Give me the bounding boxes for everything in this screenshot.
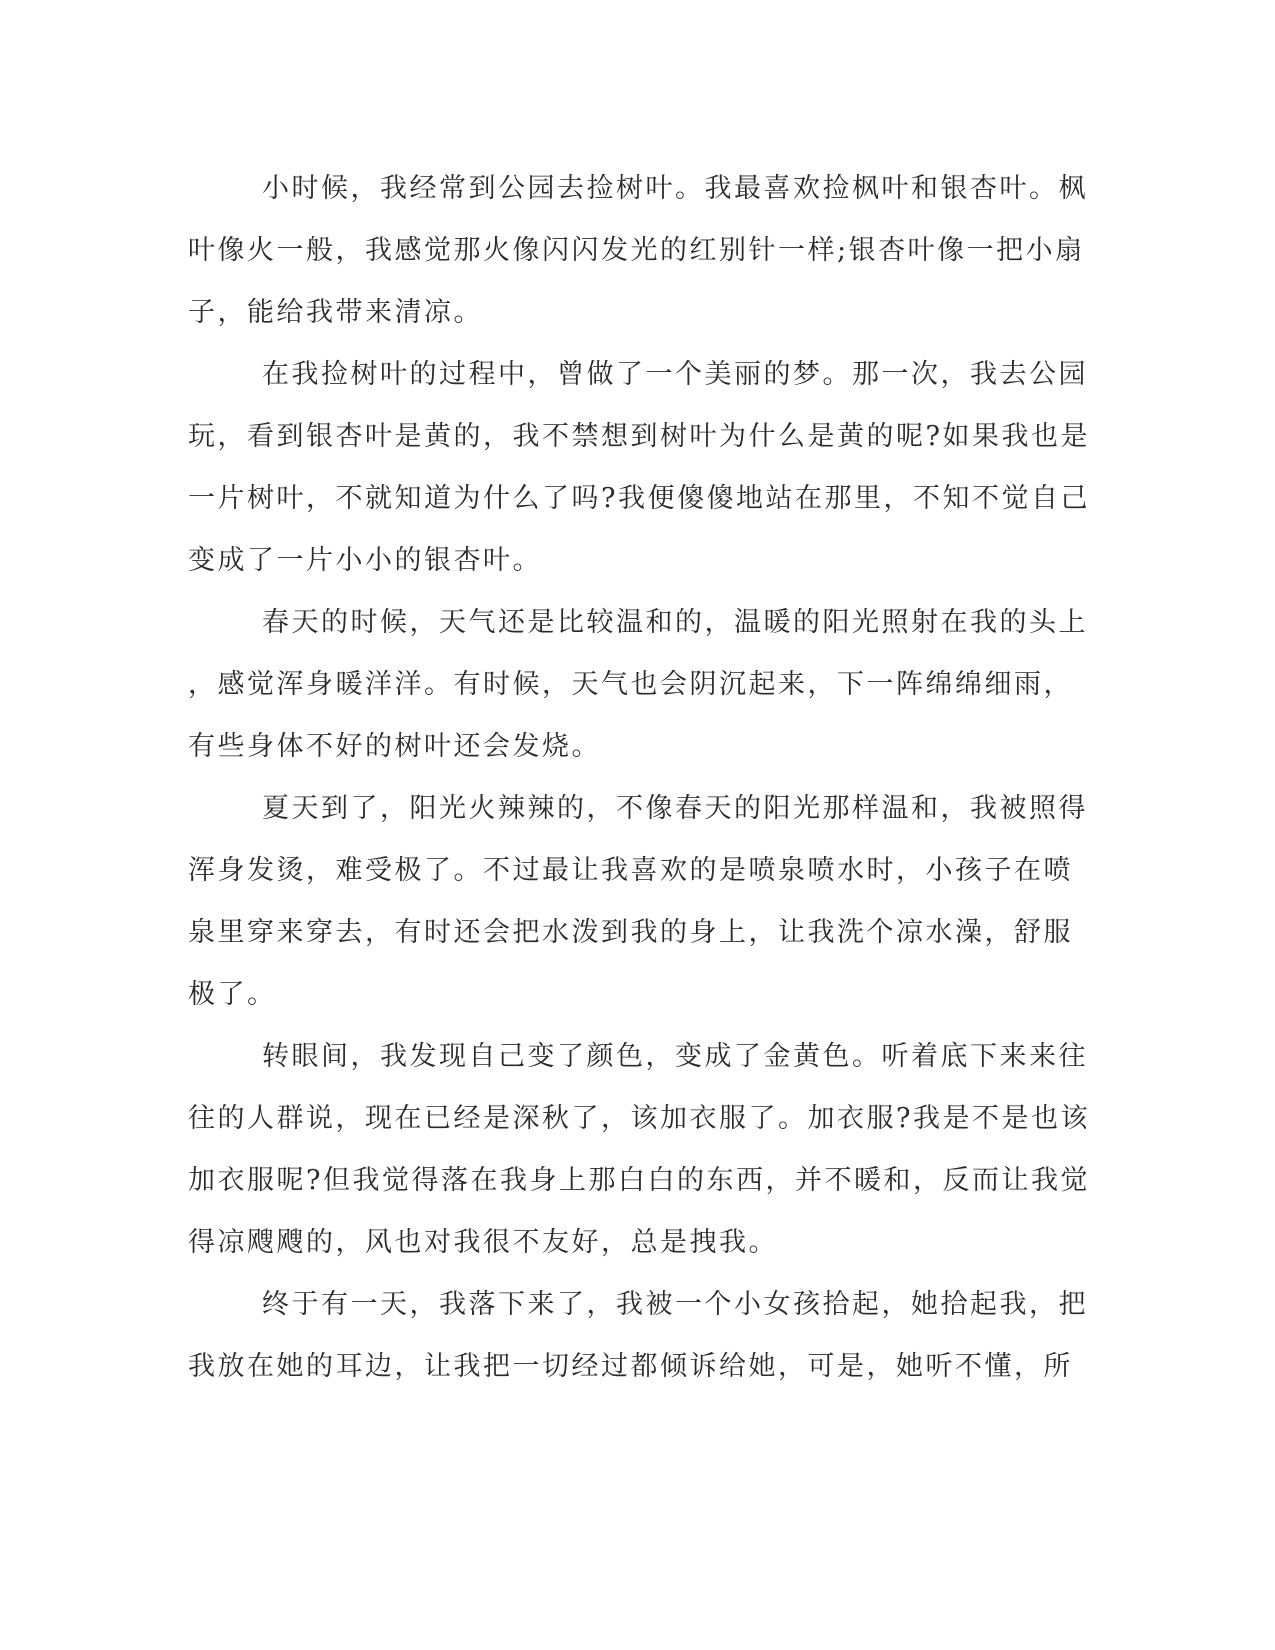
text-line: ，感觉浑身暖洋洋。有时候，天气也会阴沉起来，下一阵绵绵细雨， — [188, 669, 1073, 700]
paragraph-3 — [188, 592, 1088, 778]
text-line: 浑身发烫，难受极了。不过最让我喜欢的是喷泉喷水时，小孩子在喷 — [188, 855, 1073, 886]
text-line: 玩，看到银杏叶是黄的，我不禁想到树叶为什么是黄的呢?如果我也是 — [188, 421, 1090, 452]
text-line: 得凉飕飕的，风也对我很不友好，总是拽我。 — [188, 1227, 778, 1258]
paragraph-5 — [188, 1026, 1090, 1274]
text-line: 终于有一天，我落下来了，我被一个小女孩拾起，她拾起我，把 — [262, 1289, 1088, 1320]
text-line: 往的人群说，现在已经是深秋了，该加衣服了。加衣服?我是不是也该 — [188, 1103, 1090, 1134]
text-line: 我放在她的耳边，让我把一切经过都倾诉给她，可是，她听不懂，所 — [188, 1351, 1073, 1382]
text-line: 泉里穿来穿去，有时还会把水泼到我的身上，让我洗个凉水澡，舒服 — [188, 917, 1073, 948]
body-text — [188, 158, 1090, 1398]
text-line: 转眼间，我发现自己变了颜色，变成了金黄色。听着底下来来往 — [262, 1041, 1088, 1072]
text-line: 春天的时候，天气还是比较温和的，温暖的阳光照射在我的头上 — [262, 607, 1088, 638]
paragraph-2 — [188, 344, 1090, 592]
text-line: 有些身体不好的树叶还会发烧。 — [188, 731, 601, 762]
paragraph-1 — [188, 158, 1088, 344]
text-line: 一片树叶，不就知道为什么了吗?我便傻傻地站在那里，不知不觉自己 — [188, 483, 1090, 514]
text-line: 极了。 — [188, 979, 277, 1010]
text-line: 小时候，我经常到公园去捡树叶。我最喜欢捡枫叶和银杏叶。枫 — [262, 173, 1088, 204]
text-line: 叶像火一般，我感觉那火像闪闪发光的红别针一样;银杏叶像一把小扇 — [188, 235, 1085, 266]
text-line: 夏天到了，阳光火辣辣的，不像春天的阳光那样温和，我被照得 — [262, 793, 1088, 824]
paragraph-4 — [188, 778, 1088, 1026]
text-line: 在我捡树叶的过程中，曾做了一个美丽的梦。那一次，我去公园 — [262, 359, 1088, 390]
text-line: 变成了一片小小的银杏叶。 — [188, 545, 542, 576]
text-line: 子，能给我带来清凉。 — [188, 297, 483, 328]
paragraph-6 — [188, 1274, 1088, 1398]
text-line: 加衣服呢?但我觉得落在我身上那白白的东西，并不暖和，反而让我觉 — [188, 1165, 1090, 1196]
